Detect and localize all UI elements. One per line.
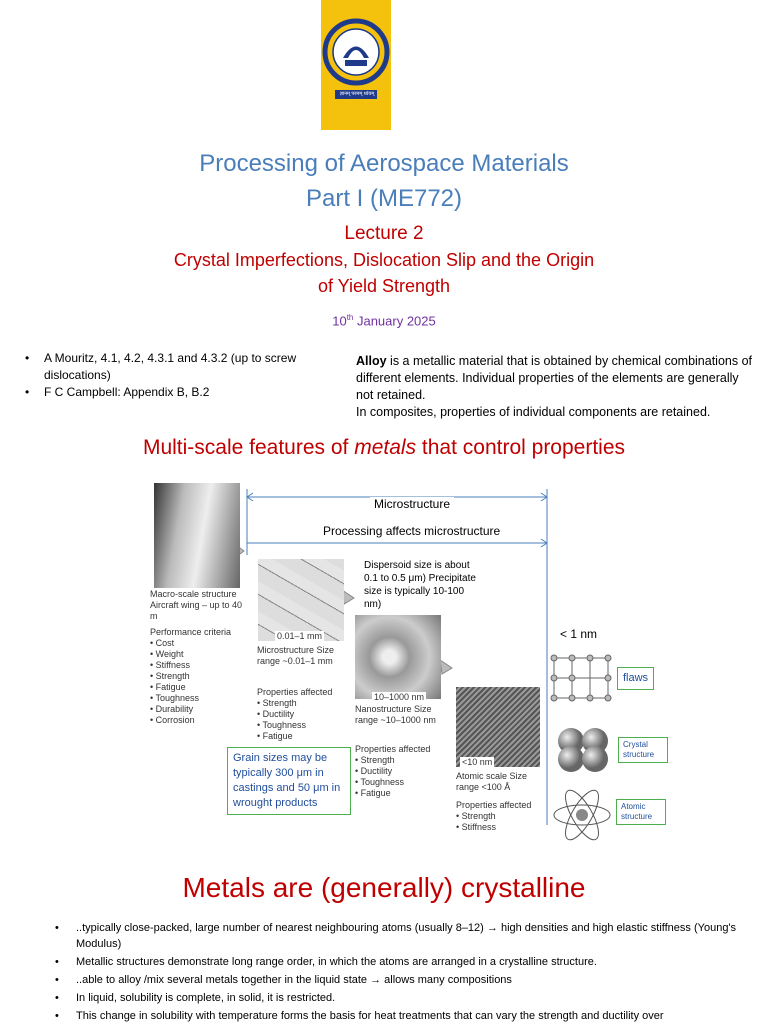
page-title-line1: Processing of Aerospace Materials — [199, 150, 569, 177]
props-title: Properties affected — [355, 744, 431, 754]
reference-list — [25, 350, 325, 401]
prop-item: • Toughness — [355, 777, 450, 788]
atom-orbit-icon — [550, 785, 614, 845]
metals-bullet: • In liquid, solubility is complete, in solid, it is restricted. — [55, 990, 755, 1006]
metals-bullet: • ..able to alloy /mix several metals together in the liquid state → allows many compositions — [55, 972, 755, 988]
grain-size-note: Grain sizes may be typically 300 μm in castings and 50 μm in wrought products — [227, 747, 351, 815]
prop-item: • Strength — [456, 811, 551, 822]
micro-scale-bar: 0.01–1 mm — [277, 631, 323, 641]
date-suffix: th — [346, 313, 354, 322]
perf-item: • Toughness — [150, 693, 245, 704]
logo-motto: ज्ञानम् परमम् ध्येयम् — [339, 91, 375, 97]
dispersoid-note: Dispersoid size is about 0.1 to 0.5 μm) Precipitate size is typically 10-100 nm) — [364, 560, 476, 610]
atomic-scale-photo — [456, 687, 540, 767]
perf-item: • Fatigue — [150, 682, 245, 693]
multiscale-figure — [150, 475, 670, 855]
prop-item: • Strength — [355, 755, 450, 766]
composites-note: In composites, properties of individual components are retained. — [356, 405, 711, 419]
alloy-definition-text: is a metallic material that is obtained by chemical combinations of different elements. Individual properties of the elements are generally not retained. — [356, 354, 753, 402]
lecture-subtitle-line1: Crystal Imperfections, Dislocation Slip and the Origin — [173, 250, 595, 270]
reference-item: • A Mouritz, 4.1, 4.2, 4.3.1 and 4.3.2 (up to screw dislocations) — [25, 350, 325, 384]
lt-1nm-label: < 1 nm — [560, 627, 598, 641]
aircraft-wing-photo — [154, 483, 240, 588]
nano-scale-bar: 10–1000 nm — [374, 692, 425, 702]
metals-bullet: • This change in solubility with temperature forms the basis for heat treatments that can vary the strength and ductility over — [55, 1008, 755, 1024]
metals-title: Metals are (generally) crystalline — [182, 872, 586, 903]
micro-label: Microstructure Size range ~0.01–1 mm — [257, 645, 335, 666]
prop-item: • Fatigue — [257, 731, 352, 742]
prop-item: • Stiffness — [456, 822, 551, 833]
logo-text — [321, 0, 322, 1]
prop-item: • Toughness — [257, 720, 352, 731]
atomic-scale-bar: <10 nm — [462, 757, 493, 767]
lecture-subtitle-line2: of Yield Strength — [317, 276, 451, 296]
atomic-structure-label: Atomic structure — [616, 799, 666, 825]
processing-label: Processing affects microstructure — [323, 524, 501, 538]
perf-item: • Durability — [150, 704, 245, 715]
metals-bullet: • ..typically close-packed, large number of nearest neighbouring atoms (usually 8–12) → high densities and high elastic stiffness (Young's Modulus) — [55, 920, 755, 952]
prop-item: • Ductility — [257, 709, 352, 720]
perf-item: • Strength — [150, 671, 245, 682]
micro-properties — [257, 687, 352, 742]
flaws-label: flaws — [617, 667, 654, 690]
grain-microstructure-photo — [258, 559, 344, 641]
multiscale-title-pre: Multi-scale features of — [142, 436, 355, 459]
perf-item: • Stiffness — [150, 660, 245, 671]
alloy-term: Alloy — [356, 354, 387, 368]
perf-item: • Corrosion — [150, 715, 245, 726]
nano-properties — [355, 744, 450, 799]
multiscale-title — [0, 436, 768, 460]
macro-label: Macro-scale structure Aircraft wing – up to 40 m — [150, 589, 243, 621]
iit-bombay-logo — [321, 0, 391, 130]
lecture-number: Lecture 2 — [344, 223, 424, 244]
reference-item: • F C Campbell: Appendix B, B.2 — [25, 384, 325, 401]
atomic-label: Atomic scale Size range <100 Å — [456, 771, 528, 792]
prop-item: • Ductility — [355, 766, 450, 777]
perf-item: • Weight — [150, 649, 245, 660]
date-rest: January 2025 — [353, 313, 436, 329]
nano-label: Nanostructure Size range ~10–1000 nm — [355, 704, 436, 725]
multiscale-title-em: metals — [354, 436, 417, 459]
logo-emblem-icon — [321, 0, 391, 130]
date-day: 10 — [332, 313, 347, 329]
performance-criteria — [150, 627, 245, 726]
atomic-properties — [456, 800, 551, 833]
multiscale-title-post: that control properties — [416, 436, 626, 459]
metals-bullet-list — [55, 920, 755, 1026]
nanostructure-photo — [355, 615, 441, 699]
perf-item: • Cost — [150, 638, 245, 649]
microstructure-label: Microstructure — [370, 497, 454, 511]
props-title: Properties affected — [456, 800, 532, 810]
lecture-date — [0, 313, 768, 328]
alloy-definition — [356, 353, 756, 421]
metals-bullet: • Metallic structures demonstrate long range order, in which the atoms are arranged in a crystalline structure. — [55, 954, 755, 970]
prop-item: • Fatigue — [355, 788, 450, 799]
performance-title: Performance criteria — [150, 627, 232, 637]
crystal-spheres-icon — [553, 725, 613, 773]
prop-item: • Strength — [257, 698, 352, 709]
lattice-flaws-icon — [548, 650, 614, 708]
page-title-line2: Part I (ME772) — [305, 185, 463, 212]
crystal-structure-label: Crystal structure — [618, 737, 668, 763]
props-title: Properties affected — [257, 687, 333, 697]
